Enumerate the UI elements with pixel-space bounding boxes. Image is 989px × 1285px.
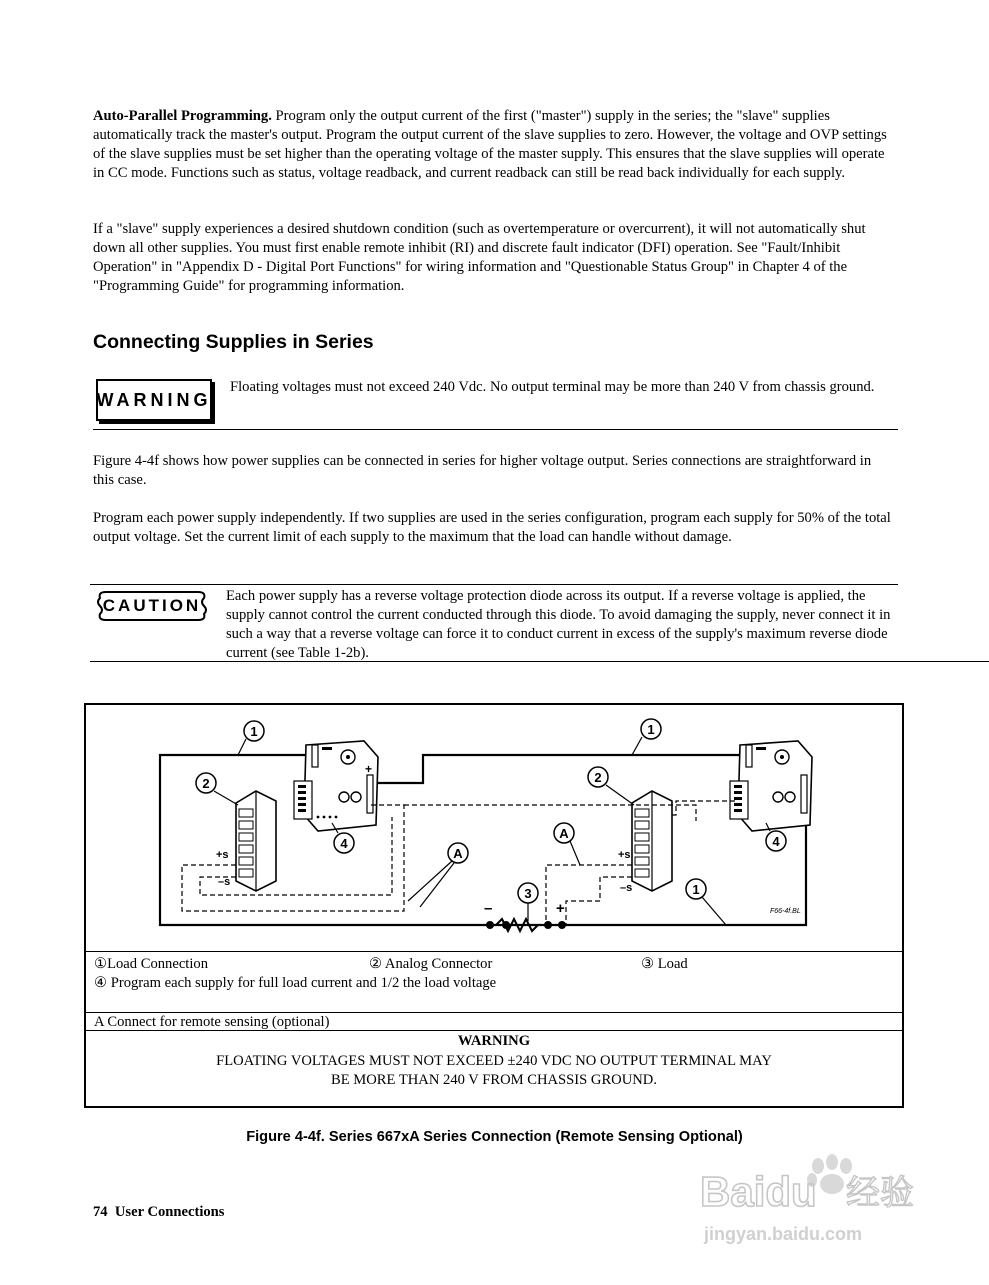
watermark-graphic [690, 1140, 950, 1280]
callout-3-load: 3 [524, 886, 532, 901]
page-footer [93, 1204, 224, 1221]
figure-warning-divider [86, 1030, 902, 1031]
legend-item-analog-connector: ② Analog Connector [369, 956, 493, 972]
load-plus-label: + [556, 900, 565, 917]
right-plus-s-label: +s [618, 849, 631, 861]
warning-notice-text: Floating voltages must not exceed 240 Vdc. No output terminal may be more than 240 V from chassis ground. [230, 379, 875, 395]
callout-1-bottom-right: 1 [692, 882, 700, 897]
callout-a-left: A [453, 846, 463, 861]
auto-parallel-title: Auto-Parallel Programming. [93, 108, 272, 124]
series-program-paragraph: Program each power supply independently. If two supplies are used in the series configuration, program each supply for 50% of the total output voltage. Set the current limit of each supply to the maximum that the load can handle without damage. [93, 510, 891, 545]
slave-shutdown-paragraph: If a "slave" supply experiences a desired shutdown condition (such as overtemperature or overcurrent), it will not automatically shut down all other supplies. You must first enable remote inhibit (RI) and discrete fault indicator (DFI) operation. See "Fault/Inhibit Operation" in "Appendix D - Digital Port Functions" for wiring information and "Questionable Status Group" in Chapter 4 of the "Programming Guide" for programming information. [93, 221, 866, 294]
caution-top-rule [90, 584, 898, 585]
load-resistor [484, 900, 566, 931]
load-minus-label: – [484, 900, 493, 917]
callout-4-left: 4 [340, 836, 348, 851]
watermark-cn: 经验 [846, 1174, 914, 1212]
footer-section: User Connections [114, 1204, 225, 1220]
left-supply-panel [294, 741, 378, 831]
legend-item-remote-sensing: A Connect for remote sensing (optional) [94, 1014, 330, 1030]
callout-4-right: 4 [772, 834, 780, 849]
right-minus-s-label: –s [620, 882, 633, 894]
caution-bottom-rule [90, 661, 989, 662]
series-wiring-diagram [86, 705, 902, 952]
series-intro-paragraph: Figure 4-4f shows how power supplies can be connected in series for higher voltage output. Series connections are straightforward in this case. [93, 453, 872, 488]
warning-badge [96, 379, 212, 421]
auto-parallel-body: Program only the output current of the first ("master") supply in the series; the "slave" supplies automatically track the master's output. Program the output current of the slave supplies to zero. However, the voltage and OVP settings of the slave supplies must be set higher than the operating voltage of the master supply. This ensures that the slave supplies will operate in CC mode. Functions such as status, voltage readback, and current readback can still be read back individually for each supply. [93, 108, 887, 181]
figure-caption: Figure 4-4f. Series 667xA Series Connection (Remote Sensing Optional) [246, 1129, 743, 1145]
sense-labels [216, 849, 632, 894]
caution-notice-text: Each power supply has a reverse voltage protection diode across its output. If a reverse voltage is applied, the supply cannot control the current conducted through this diode. To avoid damaging the supply, never connect it in such a way that a reverse voltage can force it to conduct current in excess of the supply's maximum reverse diode current (see Table 1-2b). [226, 588, 891, 661]
left-plus-s-label: +s [216, 849, 229, 861]
callout-1-top-right: 1 [647, 722, 655, 737]
callout-leaders [214, 737, 770, 925]
left-analog-connector [236, 791, 276, 891]
figure-warning-title: WARNING [457, 1033, 531, 1049]
watermark-url: jingyan.baidu.com [704, 1224, 863, 1244]
figure-legend-divider [86, 951, 902, 952]
callout-1-top-left: 1 [250, 724, 258, 739]
legend-item-load-connection: ①Load Connection [94, 956, 208, 972]
caution-badge [96, 590, 208, 622]
left-minus-s-label: –s [218, 876, 231, 888]
callout-2-right: 2 [594, 770, 602, 785]
page-number: 74 [93, 1204, 108, 1220]
figure-warning-line-1: FLOATING VOLTAGES MUST NOT EXCEED ±240 VDC NO OUTPUT TERMINAL MAY [216, 1053, 772, 1069]
figure-box [84, 703, 904, 1108]
warning-badge-label: WARNING [96, 389, 212, 410]
svg-text:+: + [365, 762, 373, 776]
callout-circles [196, 719, 786, 903]
drawing-id: F66-4f.BL [770, 908, 801, 915]
right-analog-connector [632, 791, 672, 891]
callout-labels [202, 722, 780, 901]
watermark-brand: Baidu [700, 1168, 817, 1215]
callout-2-left: 2 [202, 776, 210, 791]
figure-warning-line-2: BE MORE THAN 240 V FROM CHASSIS GROUND. [331, 1072, 657, 1088]
caution-badge-label: CAUTION [102, 596, 202, 615]
section-heading: Connecting Supplies in Series [93, 331, 374, 353]
legend-item-load: ③ Load [641, 956, 688, 972]
callout-a-right: A [559, 826, 569, 841]
right-supply-panel [730, 741, 812, 831]
legend-item-program-supply: ④ Program each supply for full load current and 1/2 the load voltage [94, 975, 497, 991]
series-link-wire [371, 755, 746, 787]
baidu-watermark [690, 1140, 950, 1280]
warning-bottom-rule [93, 429, 898, 430]
auto-parallel-paragraph [93, 107, 893, 183]
